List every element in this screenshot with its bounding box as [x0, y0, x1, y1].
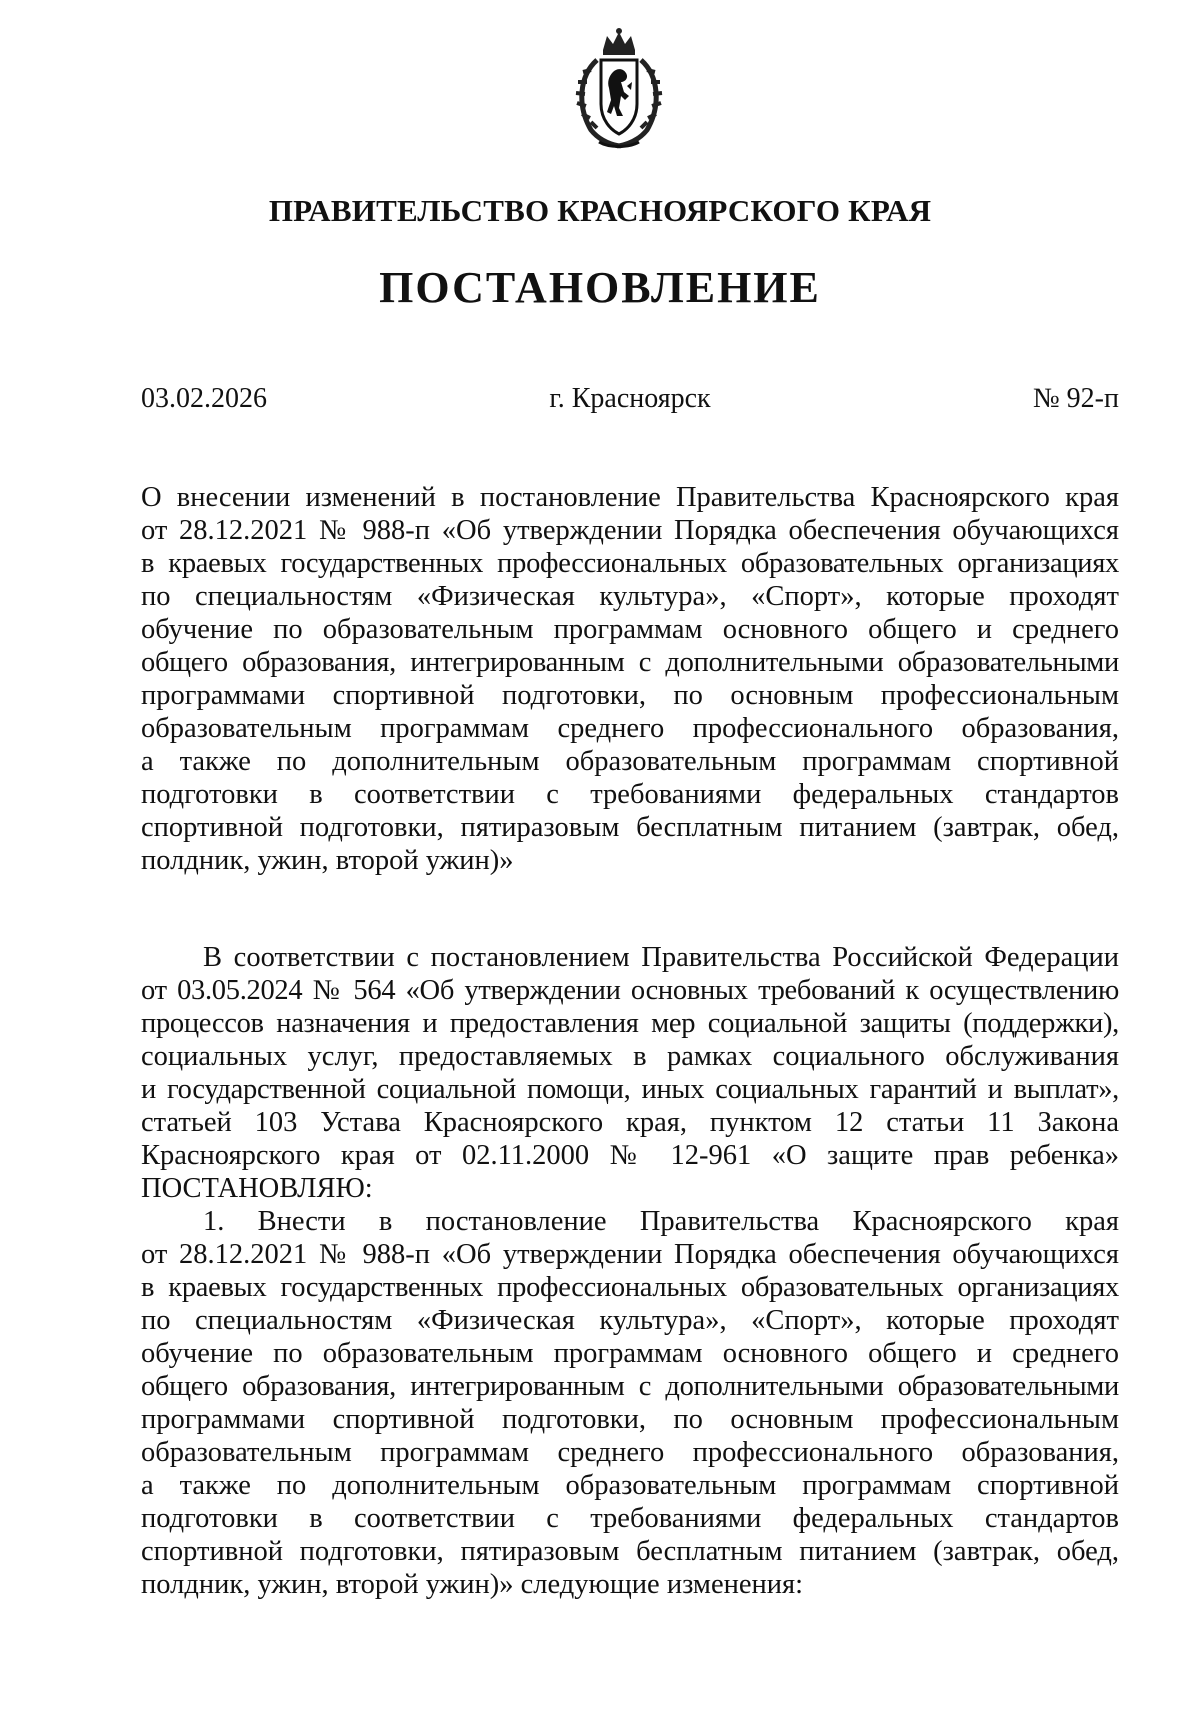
- title-line: программами спортивной подготовки, по основным профессиональным: [141, 680, 1119, 711]
- title-line: подготовки в соответствии с требованиями федеральных стандартов: [141, 779, 1119, 810]
- title-line: образовательным программам среднего профессионального образования,: [141, 713, 1119, 744]
- preamble-line: социальных услуг, предоставляемых в рамках социального обслуживания: [141, 1041, 1119, 1072]
- title-line: по специальностям «Физическая культура», «Спорт», которые проходят: [141, 581, 1119, 612]
- item-line: от 28.12.2021 № 988-п «Об утверждении Порядка обеспечения обучающихся: [141, 1239, 1119, 1270]
- preamble-line: от 03.05.2024 № 564 «Об утверждении основных требований к осуществлению: [141, 975, 1119, 1006]
- item-line: спортивной подготовки, пятиразовым бесплатным питанием (завтрак, обед,: [141, 1536, 1119, 1567]
- item-line: общего образования, интегрированным с дополнительными образовательными: [141, 1371, 1119, 1402]
- document-type-heading: ПОСТАНОВЛЕНИЕ: [379, 263, 821, 312]
- item-line: образовательным программам среднего профессионального образования,: [141, 1437, 1119, 1468]
- title-line: О внесении изменений в постановление Правительства Красноярского края: [141, 482, 1119, 513]
- preamble-line: и государственной социальной помощи, иных социальных гарантий и выплат»,: [141, 1074, 1119, 1105]
- title-line: полдник, ужин, второй ужин)»: [141, 845, 514, 876]
- item-line: полдник, ужин, второй ужин)» следующие изменения:: [141, 1569, 804, 1600]
- decree-word: ПОСТАНОВЛЯЮ:: [141, 1173, 373, 1204]
- item-line: в краевых государственных профессиональных образовательных организациях: [141, 1272, 1119, 1303]
- item-line: подготовки в соответствии с требованиями федеральных стандартов: [141, 1503, 1119, 1534]
- item-line: обучение по образовательным программам основного общего и среднего: [141, 1338, 1119, 1369]
- title-line: а также по дополнительным образовательным программам спортивной: [141, 746, 1119, 777]
- title-line: в краевых государственных профессиональных образовательных организациях: [141, 548, 1119, 579]
- item-line: а также по дополнительным образовательным программам спортивной: [141, 1470, 1119, 1501]
- title-line: обучение по образовательным программам основного общего и среднего: [141, 614, 1119, 645]
- title-line: от 28.12.2021 № 988-п «Об утверждении Порядка обеспечения обучающихся: [141, 515, 1119, 546]
- item-line: по специальностям «Физическая культура», «Спорт», которые проходят: [141, 1305, 1119, 1336]
- preamble-line: В соответствии с постановлением Правительства Российской Федерации: [203, 942, 1119, 973]
- preamble-line: процессов назначения и предоставления мер социальной защиты (поддержки),: [141, 1008, 1119, 1039]
- document-meta: [141, 383, 1119, 423]
- document-number: № 92-п: [1032, 383, 1119, 414]
- coat-of-arms-icon: [569, 26, 669, 152]
- preamble-line: статьей 103 Устава Красноярского края, пунктом 12 статьи 11 Закона: [141, 1107, 1119, 1138]
- preamble-line: Красноярского края от 02.11.2000 № 12-961 «О защите прав ребенка»: [141, 1140, 1119, 1171]
- document-city: г. Красноярск: [549, 383, 711, 414]
- document-date: 03.02.2026: [141, 383, 267, 414]
- title-line: общего образования, интегрированным с дополнительными образовательными: [141, 647, 1119, 678]
- title-line: спортивной подготовки, пятиразовым бесплатным питанием (завтрак, обед,: [141, 812, 1119, 843]
- item-line: 1. Внести в постановление Правительства Красноярского края: [203, 1206, 1119, 1237]
- item-line: программами спортивной подготовки, по основным профессиональным: [141, 1404, 1119, 1435]
- government-title: ПРАВИТЕЛЬСТВО КРАСНОЯРСКОГО КРАЯ: [268, 193, 932, 228]
